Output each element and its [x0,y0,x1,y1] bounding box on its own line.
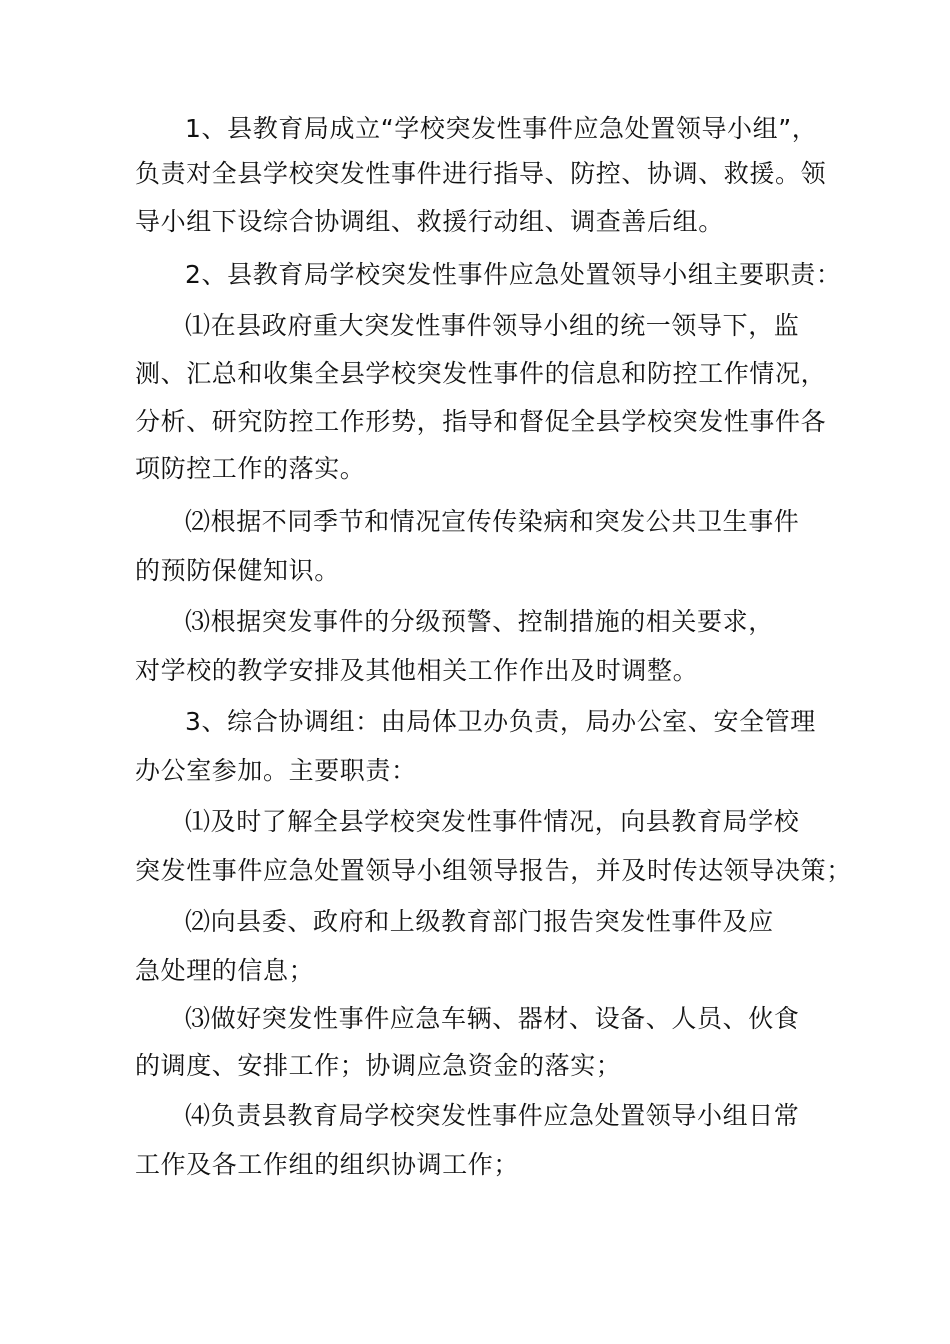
text-line: 工作及各工作组的组织协调工作； [135,1150,520,1179]
text-line: 分析、研究防控工作形势，指导和督促全县学校突发性事件各 [135,407,827,436]
text-line: 项防控工作的落实。 [135,454,366,483]
text-line: 急处理的信息； [135,956,315,985]
text-line: 突发性事件应急处置领导小组领导报告，并及时传达领导决策； [135,856,852,885]
text-line: 3、综合协调组：由局体卫办负责，局办公室、安全管理 [185,707,816,736]
text-line: ⑵向县委、政府和上级教育部门报告突发性事件及应 [185,907,774,936]
text-line: 测、汇总和收集全县学校突发性事件的信息和防控工作情况， [135,359,827,388]
text-line: ⑴在县政府重大突发性事件领导小组的统一领导下，监 [185,311,800,340]
text-line: 负责对全县学校突发性事件进行指导、防控、协调、救援。领 [135,159,827,188]
text-line: 的调度、安排工作；协调应急资金的落实； [135,1051,622,1080]
text-line: 2、县教育局学校突发性事件应急处置领导小组主要职责： [185,260,842,289]
text-line: ⑴及时了解全县学校突发性事件情况，向县教育局学校 [185,807,800,836]
text-line: ⑶做好突发性事件应急车辆、器材、设备、人员、伙食 [185,1004,800,1033]
text-line: 导小组下设综合协调组、救援行动组、调查善后组。 [135,207,724,236]
text-line: ⑵根据不同季节和情况宣传传染病和突发公共卫生事件 [185,507,800,536]
text-line: ⑶根据突发事件的分级预警、控制措施的相关要求， [185,607,774,636]
text-line: ⑷负责县教育局学校突发性事件应急处置领导小组日常 [185,1101,800,1130]
text-line: 对学校的教学安排及其他相关工作作出及时调整。 [135,656,699,685]
text-line: 办公室参加。主要职责： [135,756,417,785]
text-line: 1、县教育局成立“学校突发性事件应急处置领导小组”， [185,114,818,143]
text-line: 的预防保健知识。 [135,556,340,585]
